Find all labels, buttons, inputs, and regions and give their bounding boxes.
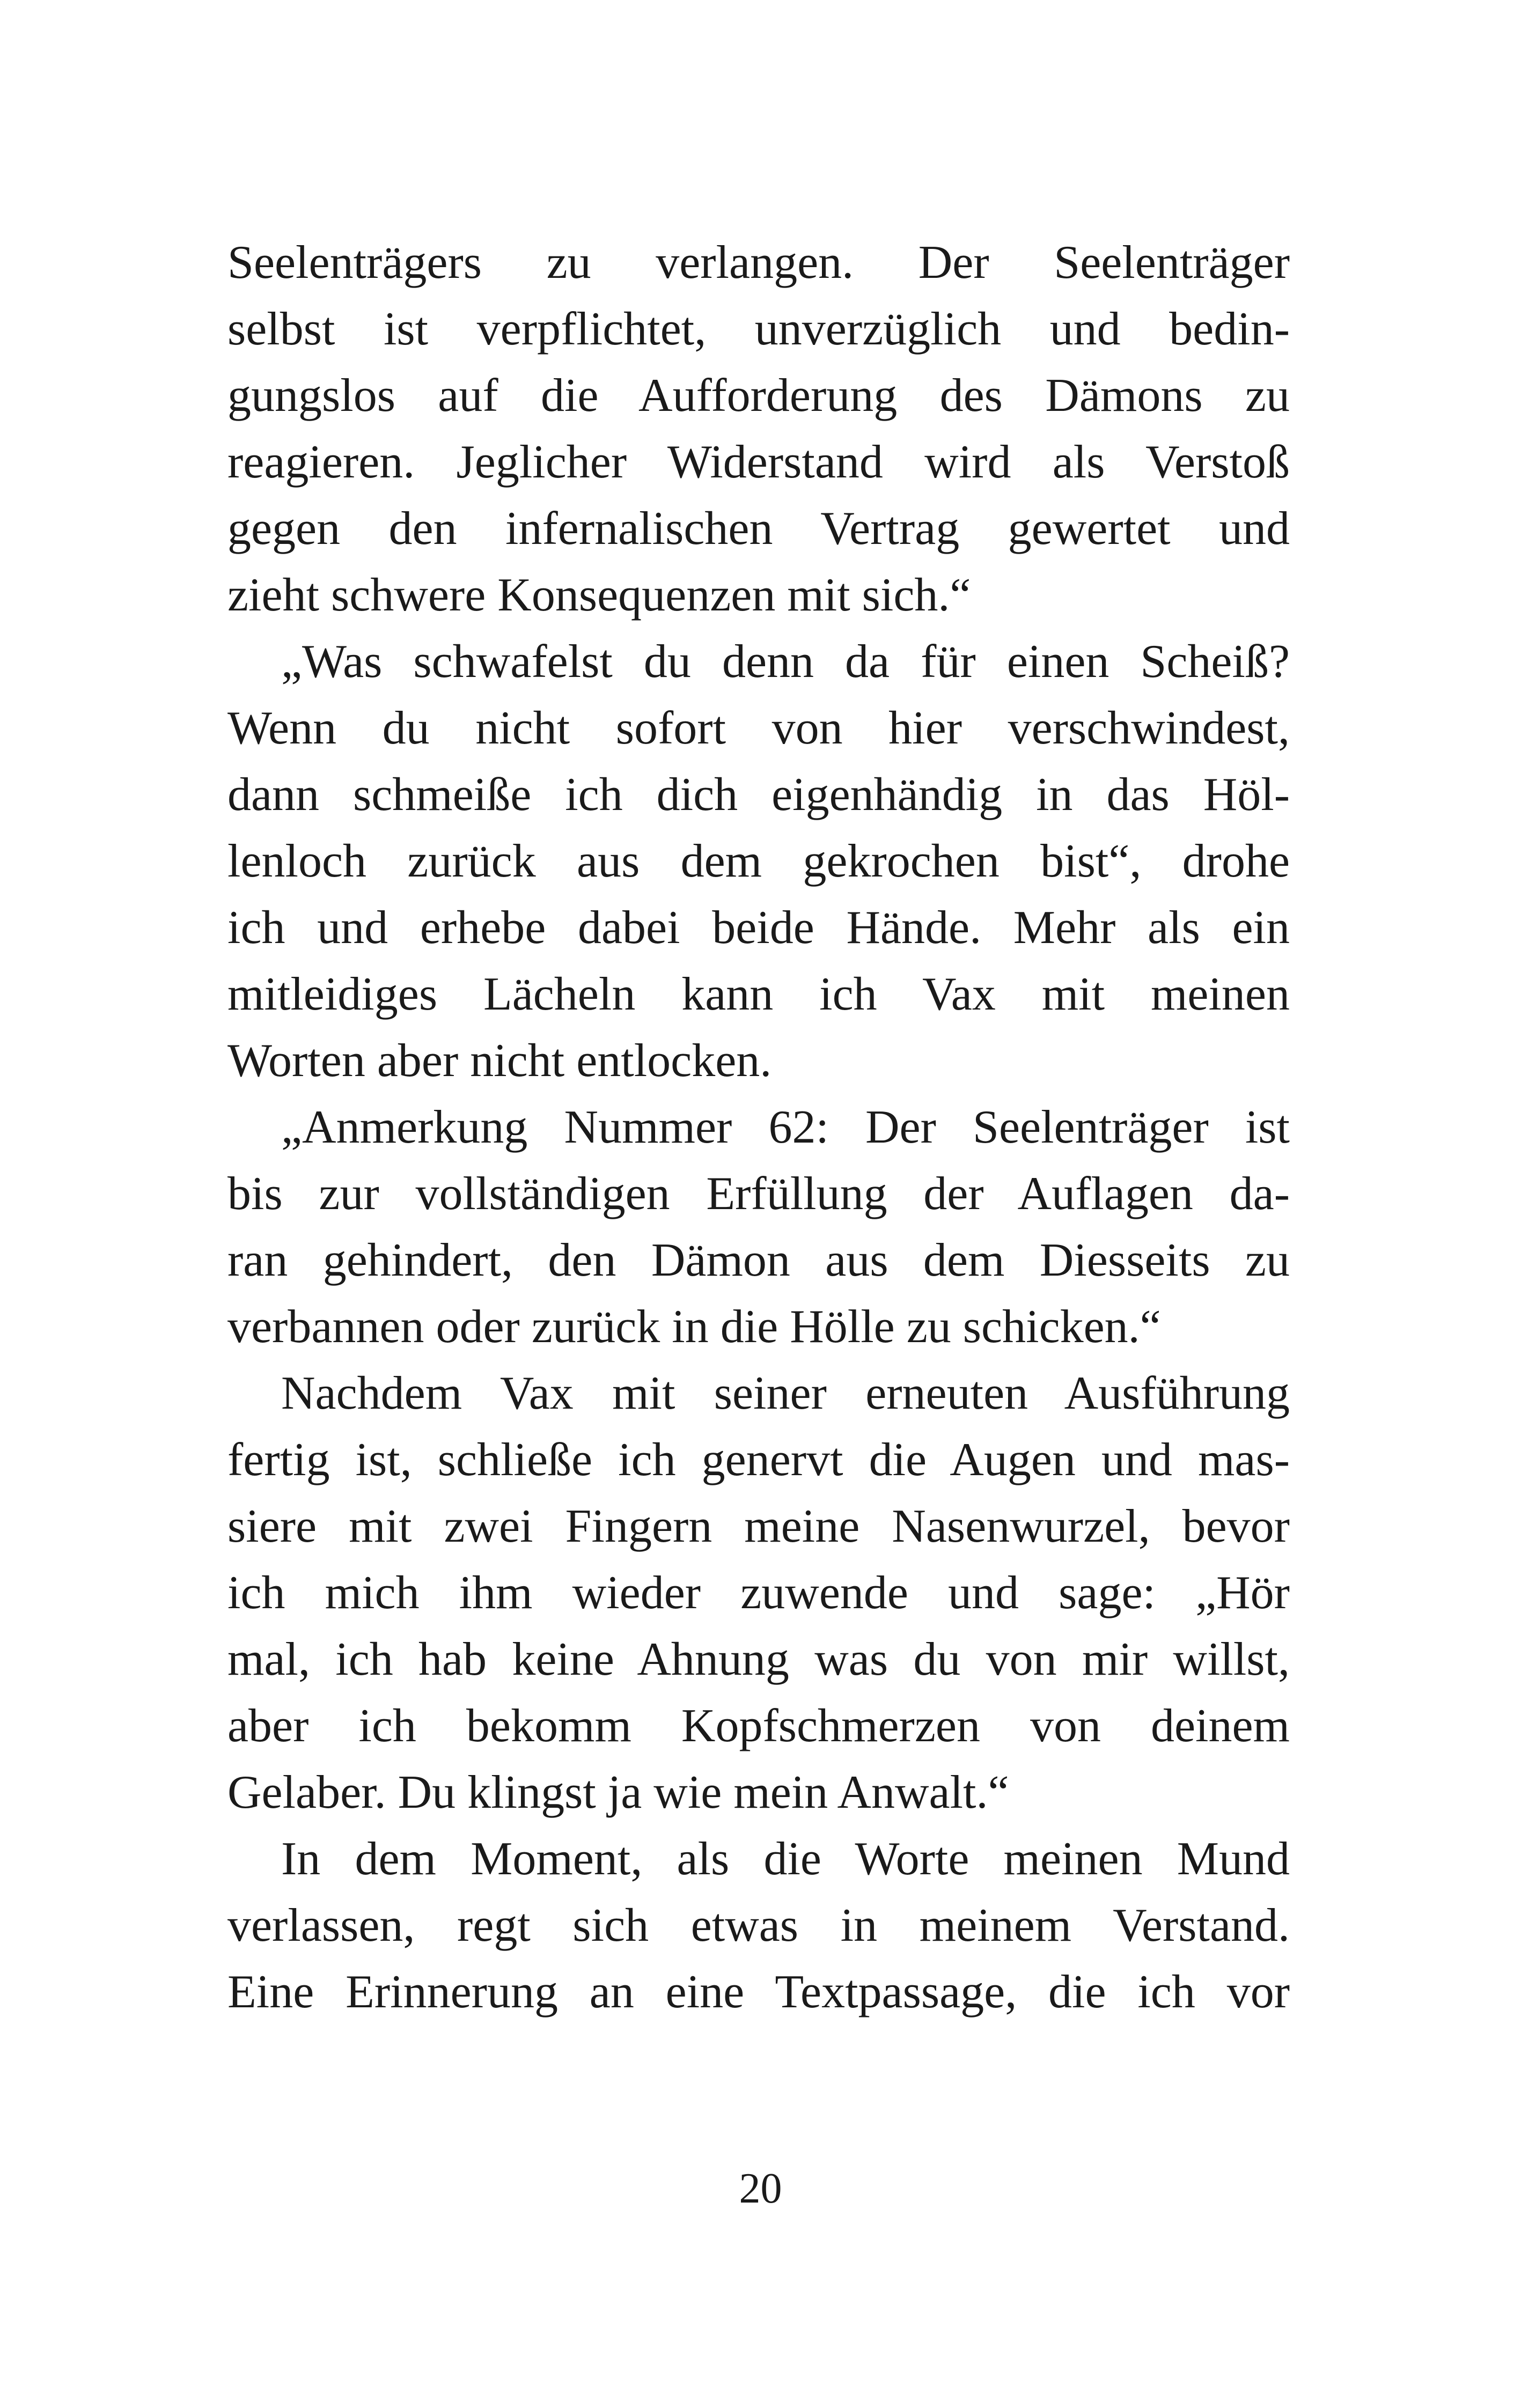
text-line: gegen den infernalischen Vertrag gewertet und: [227, 503, 1290, 555]
paragraph: [227, 1360, 1290, 1826]
text-line: verlassen, regt sich etwas in meinem Verstand.: [227, 1899, 1290, 1952]
text-line: Eine Erinnerung an eine Textpassage, die ich vor: [227, 1966, 1290, 2018]
body-text: [227, 230, 1290, 2026]
text-line: lenloch zurück aus dem gekrochen bist“, drohe: [227, 835, 1290, 887]
paragraph: [227, 230, 1290, 629]
text-line: „Was schwafelst du denn da für einen Scheiß?: [281, 636, 1290, 688]
text-line: Wenn du nicht sofort von hier verschwindest,: [227, 702, 1290, 754]
paragraph: [227, 629, 1290, 1094]
text-line: ich mich ihm wieder zuwende und sage: „Hör: [227, 1567, 1290, 1619]
text-line: selbst ist verpflichtet, unverzüglich und bedin-: [227, 303, 1290, 355]
text-line: bis zur vollständigen Erfüllung der Auflagen da-: [227, 1168, 1290, 1220]
text-line: „Anmerkung Nummer 62: Der Seelenträger ist: [281, 1101, 1290, 1153]
paragraph: [227, 1826, 1290, 2026]
paragraph: [227, 1094, 1290, 1360]
text-line: aber ich bekomm Kopfschmerzen von deinem: [227, 1700, 1290, 1752]
text-line: mal, ich hab keine Ahnung was du von mir willst,: [227, 1633, 1290, 1685]
text-line: ich und erhebe dabei beide Hände. Mehr als ein: [227, 902, 1290, 954]
page-number: 20: [739, 2165, 782, 2212]
text-line: Worten aber nicht entlocken.: [227, 1035, 772, 1087]
text-line: verbannen oder zurück in die Hölle zu schicken.“: [227, 1301, 1161, 1353]
text-line: siere mit zwei Fingern meine Nasenwurzel, bevor: [227, 1500, 1290, 1552]
text-line: Nachdem Vax mit seiner erneuten Ausführung: [281, 1367, 1290, 1419]
text-line: dann schmeiße ich dich eigenhändig in das Höl-: [227, 769, 1290, 821]
text-line: zieht schwere Konsequenzen mit sich.“: [227, 569, 971, 621]
text-line: ran gehindert, den Dämon aus dem Diesseits zu: [227, 1234, 1290, 1286]
text-line: fertig ist, schließe ich genervt die Augen und mas-: [227, 1434, 1290, 1486]
text-line: Seelenträgers zu verlangen. Der Seelenträger: [227, 237, 1290, 289]
text-line: mitleidiges Lächeln kann ich Vax mit meinen: [227, 968, 1290, 1020]
text-line: reagieren. Jeglicher Widerstand wird als Verstoß: [227, 436, 1290, 488]
text-line: gungslos auf die Aufforderung des Dämons zu: [227, 370, 1290, 422]
text-line: In dem Moment, als die Worte meinen Mund: [281, 1833, 1290, 1885]
text-line: Gelaber. Du klingst ja wie mein Anwalt.“: [227, 1766, 1009, 1818]
